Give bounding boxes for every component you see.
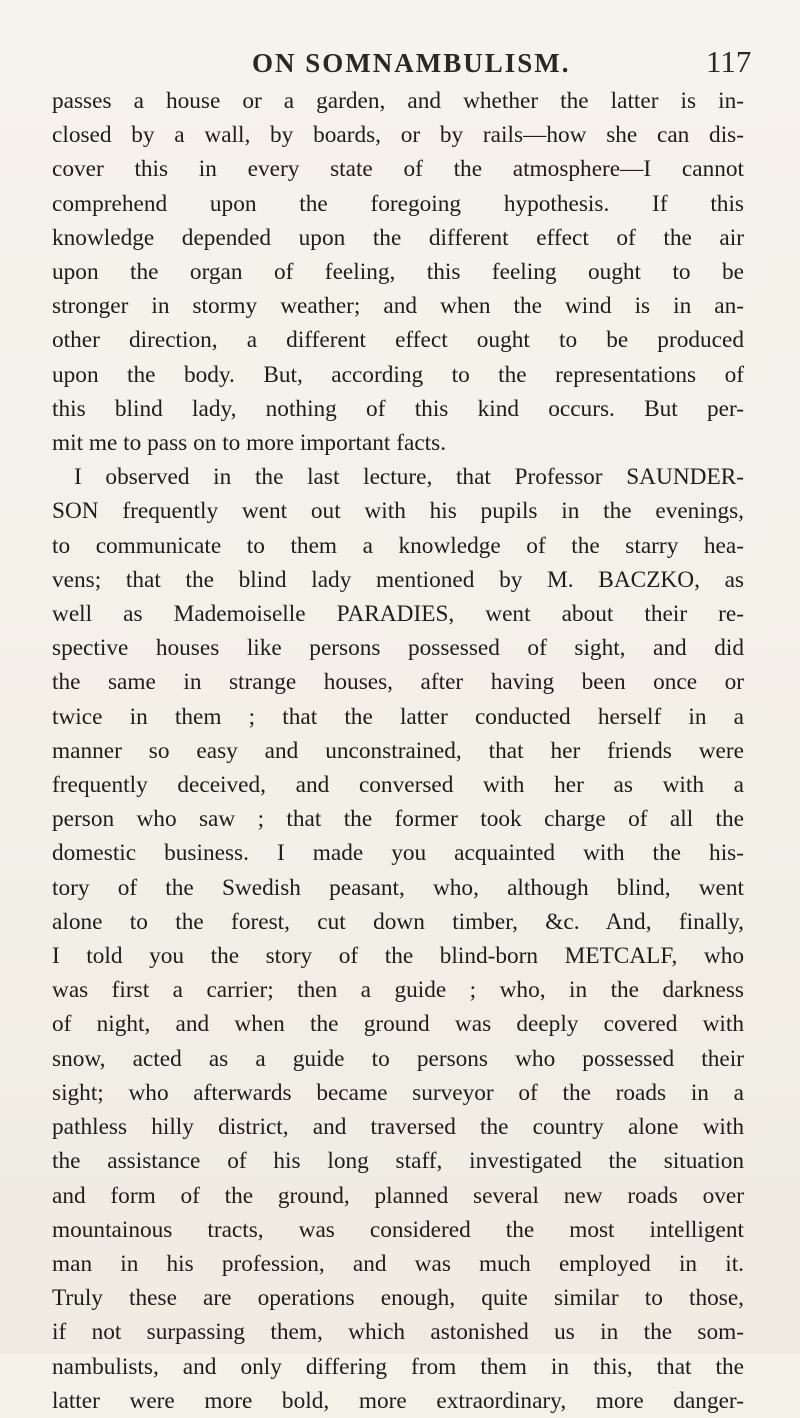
text-line: to communicate to them a knowledge of the starry hea-	[52, 532, 744, 559]
text-line: snow, acted as a guide to persons who possessed their	[52, 1045, 744, 1072]
text-line: I told you the story of the blind-born METCALF, who	[52, 943, 744, 970]
text-line: closed by a wall, by boards, or by rails—how she can dis-	[52, 122, 744, 149]
text-line: alone to the forest, cut down timber, &c. And, finally,	[52, 908, 744, 935]
text-line: upon the organ of feeling, this feeling ought to be	[52, 259, 744, 286]
running-head-title: ON SOMNAMBULISM.	[252, 48, 571, 78]
text-line: manner so easy and unconstrained, that her friends were	[52, 737, 744, 764]
text-line: this blind lady, nothing of this kind occurs. But per-	[52, 395, 744, 422]
text-line: the assistance of his long staff, investigated the situation	[52, 1148, 744, 1175]
text-line: was first a carrier; then a guide ; who, in the darkness	[52, 977, 744, 1004]
text-line: frequently deceived, and conversed with her as with a	[52, 772, 744, 799]
text-line: tory of the Swedish peasant, who, although blind, went	[52, 874, 744, 901]
text-line: other direction, a different effect ought to be produced	[52, 327, 744, 354]
text-line: SON frequently went out with his pupils in the evenings,	[52, 498, 744, 525]
text-line: latter were more bold, more extraordinary, more danger-	[52, 1387, 744, 1414]
text-line: twice in them ; that the latter conducted herself in a	[52, 703, 744, 730]
text-line: comprehend upon the foregoing hypothesis. If this	[52, 190, 744, 217]
text-line: mit me to pass on to more important facts.	[52, 430, 447, 457]
page-number: 117	[706, 44, 752, 79]
text-line: sight; who afterwards became surveyor of the roads in a	[52, 1079, 744, 1106]
text-line: pathless hilly district, and traversed the country alone with	[52, 1114, 744, 1141]
text-line: domestic business. I made you acquainted with the his-	[52, 840, 744, 867]
text-line: knowledge depended upon the different effect of the air	[52, 224, 744, 251]
text-line: person who saw ; that the former took charge of all the	[52, 806, 744, 833]
text-line: upon the body. But, according to the representations of	[52, 361, 744, 388]
text-line: nambulists, and only differing from them in this, that the	[52, 1353, 744, 1380]
text-line: cover this in every state of the atmosphere—I cannot	[52, 156, 744, 183]
text-line: and form of the ground, planned several new roads over	[52, 1182, 744, 1209]
text-line: stronger in stormy weather; and when the wind is in an-	[52, 293, 744, 320]
text-line: spective houses like persons possessed of sight, and did	[52, 635, 744, 662]
text-line: I observed in the last lecture, that Professor SAUNDER-	[74, 464, 744, 491]
text-line: the same in strange houses, after having been once or	[52, 669, 744, 696]
body-text	[52, 84, 744, 1418]
text-line: passes a house or a garden, and whether the latter is in-	[52, 88, 744, 114]
text-line: Truly these are operations enough, quite similar to those,	[52, 1285, 744, 1312]
text-line: vens; that the blind lady mentioned by M. BACZKO, as	[52, 566, 744, 593]
text-line: if not surpassing them, which astonished us in the som-	[52, 1319, 744, 1346]
text-line: man in his profession, and was much employed in it.	[52, 1250, 744, 1277]
text-line: well as Mademoiselle PARADIES, went about their re-	[52, 601, 744, 628]
text-line: mountainous tracts, was considered the most intelligent	[52, 1216, 744, 1243]
text-line: of night, and when the ground was deeply covered with	[52, 1011, 744, 1038]
